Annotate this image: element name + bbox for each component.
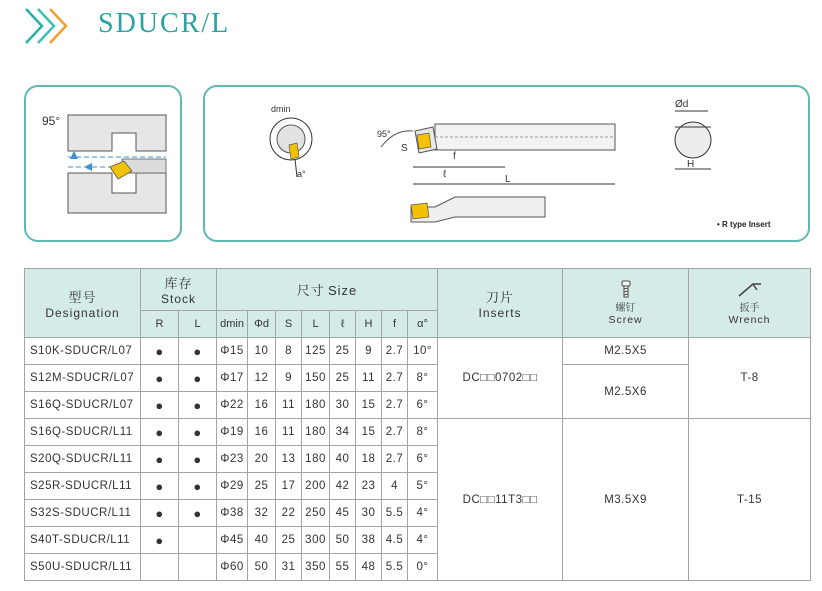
size-col-f: f [382, 311, 408, 338]
f-cell: 5.5 [382, 554, 408, 581]
alpha-cell: 8° [408, 419, 438, 446]
s-cell: 17 [276, 473, 302, 500]
wrench-cell: T-15 [689, 419, 811, 581]
stock-r-cell: ● [141, 392, 179, 419]
s-cell: 8 [276, 338, 302, 365]
s-cell: 11 [276, 419, 302, 446]
alpha-cell: 4° [408, 500, 438, 527]
f-label: f [453, 151, 456, 162]
size-header: 尺寸 Size [217, 269, 438, 311]
model-cell: S25R-SDUCR/L11 [25, 473, 141, 500]
d-cell: 12 [248, 365, 276, 392]
model-cell: S40T-SDUCR/L11 [25, 527, 141, 554]
alpha-cell: 4° [408, 527, 438, 554]
screw-cell: M2.5X6 [563, 365, 689, 419]
ell-cell: 25 [330, 365, 356, 392]
h-cell: 15 [356, 419, 382, 446]
s-cell: 9 [276, 365, 302, 392]
model-cell: S16Q-SDUCR/L11 [25, 419, 141, 446]
table-row [25, 338, 811, 365]
length-label: L [505, 174, 511, 185]
f-cell: 2.7 [382, 419, 408, 446]
stock-l-cell [179, 554, 217, 581]
h-cell: 38 [356, 527, 382, 554]
double-chevron-icon [24, 7, 72, 45]
model-cell: S20Q-SDUCR/L11 [25, 446, 141, 473]
stock-l-cell: ● [179, 365, 217, 392]
alpha-cell: 5° [408, 473, 438, 500]
end-view-drawing [270, 104, 312, 179]
f-cell: 2.7 [382, 392, 408, 419]
s-cell: 25 [276, 527, 302, 554]
stock-l-cell: ● [179, 473, 217, 500]
insert-cell: DC□□11T3□□ [438, 419, 563, 581]
dmin-cell: Φ15 [217, 338, 248, 365]
size-col-h: H [356, 311, 382, 338]
d-cell: 16 [248, 392, 276, 419]
stock-r-cell: ● [141, 338, 179, 365]
h-cell: 15 [356, 392, 382, 419]
alpha-cell: 6° [408, 446, 438, 473]
stock-col-l: L [179, 311, 217, 338]
h-cell: 30 [356, 500, 382, 527]
alpha-cell: 8° [408, 365, 438, 392]
s-cell: 22 [276, 500, 302, 527]
stock-r-cell: ● [141, 500, 179, 527]
dmin-cell: Φ29 [217, 473, 248, 500]
inserts-header: 刀片 Inserts [438, 269, 563, 338]
alpha-cell: 10° [408, 338, 438, 365]
model-cell: S50U-SDUCR/L11 [25, 554, 141, 581]
d-cell: 20 [248, 446, 276, 473]
length-cell: 300 [302, 527, 330, 554]
f-cell: 2.7 [382, 446, 408, 473]
model-cell: S12M-SDUCR/L07 [25, 365, 141, 392]
f-cell: 5.5 [382, 500, 408, 527]
d-cell: 16 [248, 419, 276, 446]
dmin-cell: Φ38 [217, 500, 248, 527]
s-cell: 31 [276, 554, 302, 581]
dmin-cell: Φ19 [217, 419, 248, 446]
stock-header: 库存 Stock [141, 269, 217, 311]
table-row [25, 419, 811, 446]
stock-l-cell: ● [179, 500, 217, 527]
f-cell: 2.7 [382, 338, 408, 365]
stock-l-cell [179, 527, 217, 554]
side-angle-label: 95° [42, 114, 61, 128]
shank-section-drawing [675, 99, 711, 170]
model-cell: S32S-SDUCR/L11 [25, 500, 141, 527]
ell-label: ℓ [443, 169, 447, 180]
insert-cell: DC□□0702□□ [438, 338, 563, 419]
ell-cell: 45 [330, 500, 356, 527]
stock-r-cell: ● [141, 446, 179, 473]
size-col-alpha: α° [408, 311, 438, 338]
size-col-ell: ℓ [330, 311, 356, 338]
side-view-drawing [411, 197, 545, 222]
dmin-cell: Φ17 [217, 365, 248, 392]
f-cell: 4.5 [382, 527, 408, 554]
dmin-cell: Φ60 [217, 554, 248, 581]
ell-cell: 40 [330, 446, 356, 473]
size-col-d: Φd [248, 311, 276, 338]
boring-bar-dimension-diagram [203, 85, 810, 242]
s-label: S [401, 143, 408, 154]
ell-cell: 42 [330, 473, 356, 500]
model-cell: S16Q-SDUCR/L07 [25, 392, 141, 419]
dmin-cell: Φ22 [217, 392, 248, 419]
ell-cell: 30 [330, 392, 356, 419]
insert-type-note: • R type Insert [717, 220, 771, 229]
stock-l-cell: ● [179, 446, 217, 473]
h-cell: 18 [356, 446, 382, 473]
h-cell: 23 [356, 473, 382, 500]
wrench-icon [737, 280, 763, 298]
h-cell: 11 [356, 365, 382, 392]
length-cell: 250 [302, 500, 330, 527]
wrench-header: 扳手 Wrench [689, 269, 811, 338]
screw-icon [619, 280, 633, 298]
page-title: SDUCR/L [98, 8, 231, 39]
wrench-cell: T-8 [689, 338, 811, 419]
length-cell: 150 [302, 365, 330, 392]
d-cell: 50 [248, 554, 276, 581]
length-cell: 180 [302, 446, 330, 473]
length-cell: 200 [302, 473, 330, 500]
stock-r-cell: ● [141, 365, 179, 392]
screw-cell: M3.5X9 [563, 419, 689, 581]
dmin-cell: Φ45 [217, 527, 248, 554]
d-cell: 40 [248, 527, 276, 554]
stock-r-cell: ● [141, 419, 179, 446]
size-col-s: S [276, 311, 302, 338]
screw-header: 螺钉 Screw [563, 269, 689, 338]
stock-r-cell [141, 554, 179, 581]
stock-r-cell: ● [141, 473, 179, 500]
dmin-cell: Φ23 [217, 446, 248, 473]
length-cell: 180 [302, 392, 330, 419]
ell-cell: 34 [330, 419, 356, 446]
ell-cell: 55 [330, 554, 356, 581]
length-cell: 350 [302, 554, 330, 581]
h-label: H [687, 159, 695, 170]
stock-col-r: R [141, 311, 179, 338]
alpha-label: a° [297, 169, 306, 179]
d-cell: 32 [248, 500, 276, 527]
f-cell: 4 [382, 473, 408, 500]
d-cell: 10 [248, 338, 276, 365]
stock-l-cell: ● [179, 338, 217, 365]
h-cell: 9 [356, 338, 382, 365]
stock-r-cell: ● [141, 527, 179, 554]
length-cell: 180 [302, 419, 330, 446]
alpha-cell: 6° [408, 392, 438, 419]
boring-bar-side-diagram [24, 85, 182, 242]
phi-d-label: Ød [675, 99, 689, 110]
d-cell: 25 [248, 473, 276, 500]
stock-l-cell: ● [179, 419, 217, 446]
designation-header: 型号 Designation [25, 269, 141, 338]
top-view-drawing [377, 124, 615, 185]
ell-cell: 50 [330, 527, 356, 554]
alpha-cell: 0° [408, 554, 438, 581]
stock-l-cell: ● [179, 392, 217, 419]
ell-cell: 25 [330, 338, 356, 365]
h-cell: 48 [356, 554, 382, 581]
dmin-label: dmin [271, 104, 291, 114]
model-cell: S10K-SDUCR/L07 [25, 338, 141, 365]
length-cell: 125 [302, 338, 330, 365]
spec-table [24, 268, 811, 581]
s-cell: 13 [276, 446, 302, 473]
size-col-dmin: dmin [217, 311, 248, 338]
screw-cell: M2.5X5 [563, 338, 689, 365]
lead-angle-label: 95° [377, 129, 391, 139]
s-cell: 11 [276, 392, 302, 419]
size-col-length: L [302, 311, 330, 338]
f-cell: 2.7 [382, 365, 408, 392]
